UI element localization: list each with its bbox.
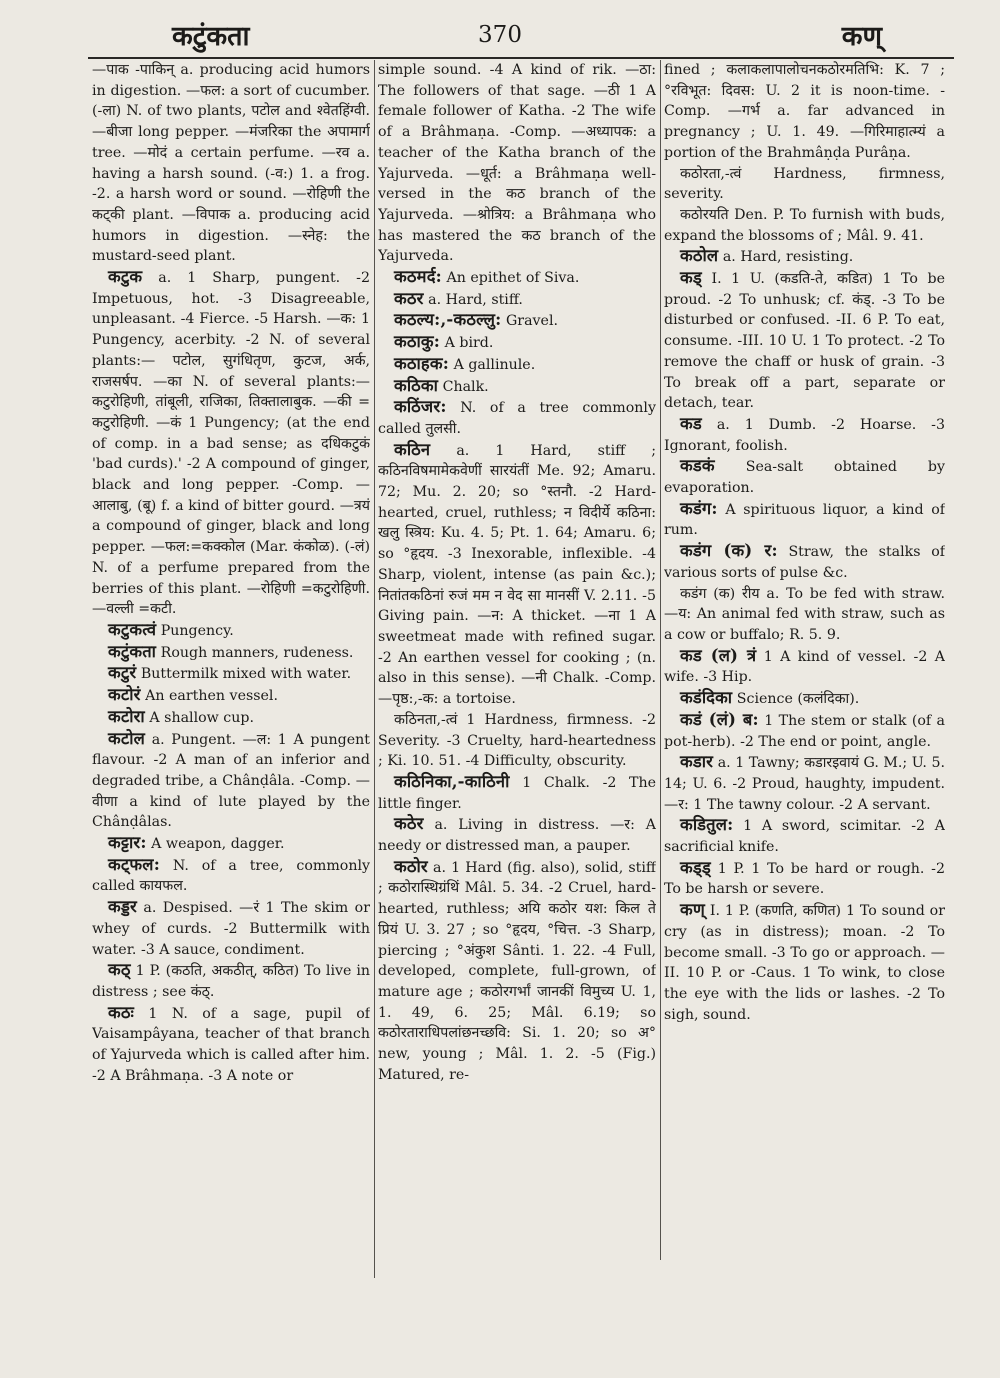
headword: कड्ड् <box>680 857 711 877</box>
headword: कटोरं <box>108 685 141 705</box>
definition-text: a. Living in distress. —र: A needy or distressed man, a pauper. <box>378 817 656 855</box>
definition-text: 1 A sword, scimitar. -2 A sacrificial knife. <box>664 818 945 856</box>
headword: कड्डर <box>108 897 137 917</box>
definition-text: कठोरयति Den. P. To furnish with buds, expand the blossoms of ; Mâl. 9. 41. <box>664 206 945 244</box>
headword: कटुरं <box>108 663 137 683</box>
headword: कट्टार: <box>108 833 147 853</box>
dictionary-entry <box>378 289 656 311</box>
definition-text: a. Pungent. —ल: 1 A pungent flavour. -2 A man of an inferior and degraded tribe, a Chânḍâla. -Comp. —वीणा a kind of lute played by the Chânḍâlas. <box>92 731 370 831</box>
definition-text: Science (कलंदिका). <box>736 691 860 708</box>
dictionary-entry <box>378 772 656 814</box>
dictionary-entry <box>378 814 656 856</box>
dictionary-entry <box>378 267 656 289</box>
dictionary-entry <box>664 246 945 268</box>
definition-text: Pungency. <box>160 622 234 639</box>
dictionary-entry <box>378 354 656 376</box>
dictionary-entry <box>92 707 370 729</box>
headword: कठिका <box>394 375 439 395</box>
headword: कठल्य:,-कठल्लु: <box>394 310 502 330</box>
headword: कडंग (क) र: <box>680 541 778 561</box>
definition-text: A gallinule. <box>453 356 536 373</box>
definition-text: Chalk. <box>442 378 489 395</box>
definition-text: A shallow cup. <box>149 709 254 726</box>
dictionary-entry <box>92 855 370 897</box>
definition-text: a. 1 Dumb. -2 Hoarse. -3 Ignorant, foolish. <box>664 416 945 454</box>
page-number: 370 <box>478 22 522 48</box>
page-header <box>0 8 1000 58</box>
dictionary-entry <box>664 205 945 246</box>
dictionary-entry <box>378 857 656 1086</box>
dictionary-entry <box>92 960 370 1002</box>
definition-text: a. 1 Hard, stiff ; कठिनविषमामेकवेणीं सारयंतीं Me. 92; Amaru. 72; Mu. 2. 20; so °स्तनौ. -2 Hard-hearted, cruel, ruthless; न विदीर्ये कठिना: खलु स्त्रिय: Ku. 4. 5; Pt. 1. 64; Amaru. 6; so °हृदय. -3 Inexorable, inflexible. -4 Sharp, violent, intense (as pain &c.); नितांतकठिनां रुजं मम न वेद सा मानसीं V. 2.11. -5 Giving pain. —न: A thicket. —ना 1 A sweetmeat made with refined sugar. -2 An earthen vessel for cooking ; (n. also in this sense). —नी Chalk. -Comp. —पृष्ठ:,-क: a tortoise. <box>378 442 656 708</box>
dictionary-entry <box>664 414 945 456</box>
definition-text: N. of a tree commonly called तुलसी. <box>378 400 656 437</box>
headword: कठिन <box>394 439 431 459</box>
headword: कटुकत्वं <box>108 619 157 639</box>
headword: कठाकु: <box>394 332 441 352</box>
dictionary-entry <box>92 267 370 620</box>
headword: कठोल <box>680 246 719 266</box>
definition-text: 1 P. (कठति, अकठीत्, कठित) To live in distress ; see कंठ्. <box>92 963 370 1000</box>
definition-text: A weapon, dagger. <box>151 836 285 853</box>
headword: कठिनिका,-काठिनी <box>394 771 510 791</box>
headword: कठोर <box>394 856 428 876</box>
dictionary-entry <box>92 897 370 960</box>
definition-text: Straw, the stalks of various sorts of pulse &c. <box>664 544 945 581</box>
definition-text: a. 1 Sharp, pungent. -2 Impetuous, hot. -3 Disagreeable, unpleasant. -4 Fierce. -5 Harsh. —क: 1 Pungency, acerbity. -2 N. of several plants:— पटोल, सुगंधितृण, कुटज, अर्क, राजसर्षप. —का N. of several plants:— कटुरोहिणी, तांबूली, राजिका, तिक्तालाबुक. —की = कटुरोहिणी. —कं 1 Pungency; (at the end of comp. in a bad sense; as दधिकटुकं 'bad curds).' -2 A compound of ginger, black and long pepper. -Comp. —आलाबु, (बू) f. a kind of bitter gourd. —त्रयं a compound of ginger, black and long pepper. —फल:=कक्कोल (Mar. कंकोळ). (-लं) N. of a perfume prepared from the berries of this plant. —रोहिणी =कटुरोहिणी. —वल्ली =कटी. <box>92 270 370 618</box>
headword: कठाहक: <box>394 353 450 373</box>
dictionary-entry <box>664 646 945 688</box>
dictionary-entry <box>378 440 656 710</box>
dictionary-entry <box>664 858 945 900</box>
headword: कटोरा <box>108 706 145 726</box>
headword: कण् <box>680 900 706 920</box>
headword: कड (ल) त्रं <box>680 645 757 665</box>
dictionary-entry <box>92 1003 370 1087</box>
headword: कठः <box>108 1002 134 1022</box>
definition-text: a. Hard, stiff. <box>428 291 523 308</box>
dictionary-entry <box>664 688 945 710</box>
dictionary-entry <box>378 60 656 267</box>
definition-text: a. Despised. —रं 1 The skim or whey of curds. -2 Buttermilk with water. -3 A sauce, condiment. <box>92 900 370 958</box>
dictionary-entry <box>92 833 370 855</box>
definition-text: A spirituous liquor, a kind of rum. <box>664 501 945 539</box>
definition-text: 1 The stem or stalk (of a pot-herb). -2 The end or point, angle. <box>664 712 945 750</box>
headword: कठमर्द: <box>394 267 442 287</box>
dictionary-entry <box>378 397 656 439</box>
right-running-head: कण् <box>841 21 882 52</box>
dictionary-entry <box>664 60 945 164</box>
headword: कडितुल: <box>680 815 734 835</box>
definition-text: An earthen vessel. <box>145 688 278 705</box>
dictionary-entry <box>664 541 945 583</box>
definition-text: I. 1 P. (कणति, कणित) 1 To sound or cry (as in distress); moan. -2 To become small. -3 To go or approach. —II. 10 P. or -Caus. 1 To wink, to close the eye with the lids or lashes. -2 To sigh, sound. <box>664 903 945 1023</box>
definition-text: 1 Chalk. -2 The little finger. <box>378 774 656 812</box>
headword: कठर <box>394 288 424 308</box>
dictionary-entry <box>664 499 945 541</box>
headword: कडंग: <box>680 498 718 518</box>
definition-text: 1 A kind of vessel. -2 A wife. -3 Hip. <box>664 648 945 686</box>
definition-text: Gravel. <box>505 313 558 330</box>
column-1 <box>92 60 370 1278</box>
definition-text: a. 1 Tawny; कडारइवायं G. M.; U. 5. 14; U. 6. -2 Proud, haughty, impudent. —र: 1 The tawny colour. -2 A servant. <box>664 755 945 813</box>
dictionary-entry <box>664 900 945 1025</box>
definition-text: Rough manners, rudeness. <box>160 644 354 661</box>
column-divider-1 <box>374 60 375 1278</box>
headword: कडार <box>680 752 714 772</box>
dictionary-entry <box>664 164 945 205</box>
headword: कठ् <box>108 960 131 980</box>
headword: कडकं <box>680 456 715 476</box>
dictionary-entry <box>378 332 656 354</box>
headword: कठेर <box>394 814 424 834</box>
definition-text: कठिनता,-त्वं 1 Hardness, firmness. -2 Severity. -3 Cruelty, hard-heartedness ; Ki. 10. 51. -4 Difficulty, obscurity. <box>378 711 656 770</box>
definition-text: I. 1 U. (कडति-ते, कडित) 1 To be proud. -2 To unhusk; cf. कंड्. -3 To be disturbed or confused. -II. 6 P. To eat, consume. -III. 10 U. 1 To protect. -2 To remove the chaff or husk of grain. -3 To break off a part, separate or detach, tear. <box>664 271 945 412</box>
column-3 <box>664 60 945 1278</box>
headword: कटोल <box>108 728 146 748</box>
dictionary-entry <box>664 752 945 815</box>
dictionary-entry <box>664 456 945 498</box>
dictionary-entry <box>378 710 656 772</box>
dictionary-entry <box>92 620 370 642</box>
dictionary-entry <box>664 268 945 414</box>
definition-text: A bird. <box>444 335 494 352</box>
dictionary-entry <box>92 663 370 685</box>
definition-text: simple sound. -4 A kind of rik. —ठा: The followers of that sage. —ठी 1 A female follower of Katha. -2 The wife of a Brâhmaṇa. -Comp. —अध्यापक: a teacher of the Katha branch of the Yajurveda. —धूर्त: a Brâhmaṇa well-versed in the कठ branch of the Yajurveda. —श्रोत्रिय: a Brâhmaṇa who has mastered the कठ branch of the Yajurveda. <box>378 62 656 265</box>
column-2 <box>378 60 656 1278</box>
dictionary-entry <box>92 729 370 834</box>
dictionary-entry <box>92 685 370 707</box>
headword: कटुक <box>108 267 143 287</box>
definition-text: a. 1 Hard (fig. also), solid, stiff ; कठोरास्थिग्रंथिं Mâl. 5. 34. -2 Cruel, hard-hearted, ruthless; अयि कठोर यश: किल ते प्रियं U. 3. 27 ; so °हृदय, °चित्त. -3 Sharp, piercing ; °अंकुश Sânti. 1. 22. -4 Full, developed, complete, full-grown, of mature age ; कठोरगर्भां जानकीं विमुच्य U. 1, 1. 49, 6. 25; Mâl. 6.19; so कठोरताराधिपलांछनच्छवि: Si. 1. 20; so अ° new, young ; Mâl. 1. 2. -5 (Fig.) Matured, re- <box>378 859 656 1083</box>
definition-text: N. of a tree, commonly called कायफल. <box>92 857 370 895</box>
headword: कट्फल: <box>108 854 160 874</box>
definition-text: fined ; कलाकलापालोचनकठोरमतिभि: K. 7 ; °रविभूत: दिवस: U. 2 it is noon-time. -Comp. —गर्भ a. far advanced in pregnancy ; U. 1. 49. —गिरिमाहात्म्यं a portion of the Brahmâṇḍa Purâṇa. <box>664 62 945 161</box>
headword: कड <box>680 413 702 433</box>
header-rule <box>88 57 954 59</box>
definition-text: a. Hard, resisting. <box>722 249 854 266</box>
dictionary-entry <box>92 642 370 664</box>
definition-text: An epithet of Siva. <box>446 270 580 287</box>
headword: कटुंकता <box>108 641 157 661</box>
dictionary-entry <box>378 310 656 332</box>
dictionary-entry <box>378 376 656 398</box>
column-divider-2 <box>660 60 661 1260</box>
left-running-head: कटुंकता <box>172 21 250 52</box>
headword: कडंदिका <box>680 688 733 708</box>
definition-text: 1 N. of a sage, pupil of Vaisampâyana, teacher of that branch of Yajurveda which is called after him. -2 A Brâhmaṇa. -3 A note or <box>92 1005 370 1084</box>
dictionary-entry <box>664 710 945 752</box>
definition-text: Sea-salt obtained by evaporation. <box>664 459 945 497</box>
definition-text: —पाक -पाकिन् a. producing acid humors in digestion. —फल: a sort of cucumber. (-ला) N. of two plants, पटोल and श्वेतहिंग्वी. —बीजा long pepper. —मंजरिका the अपामार्ग tree. —मोदं a certain perfume. —रव a. having a harsh sound. (-व:) 1. a frog. -2. a harsh word or sound. —रोहिणी the कट्की plant. —विपाक a. producing acid humors in digestion. —स्नेह: the mustard-seed plant. <box>92 62 370 265</box>
headword: कडं (लं) ब: <box>680 709 759 729</box>
dictionary-entry <box>664 815 945 857</box>
headword: कठिंजर: <box>394 397 447 417</box>
definition-text: 1 P. 1 To be hard or rough. -2 To be harsh or severe. <box>664 860 945 898</box>
definition-text: कठोरता,-त्वं Hardness, firmness, severity. <box>664 165 945 203</box>
headword: कड् <box>680 268 702 288</box>
definition-text: कडंग (क) रीय a. To be fed with straw. —य: An animal fed with straw, such as a cow or buffalo; R. 5. 9. <box>664 585 945 643</box>
dictionary-entry <box>92 60 370 267</box>
dictionary-entry <box>664 584 945 646</box>
definition-text: Buttermilk mixed with water. <box>140 666 352 683</box>
